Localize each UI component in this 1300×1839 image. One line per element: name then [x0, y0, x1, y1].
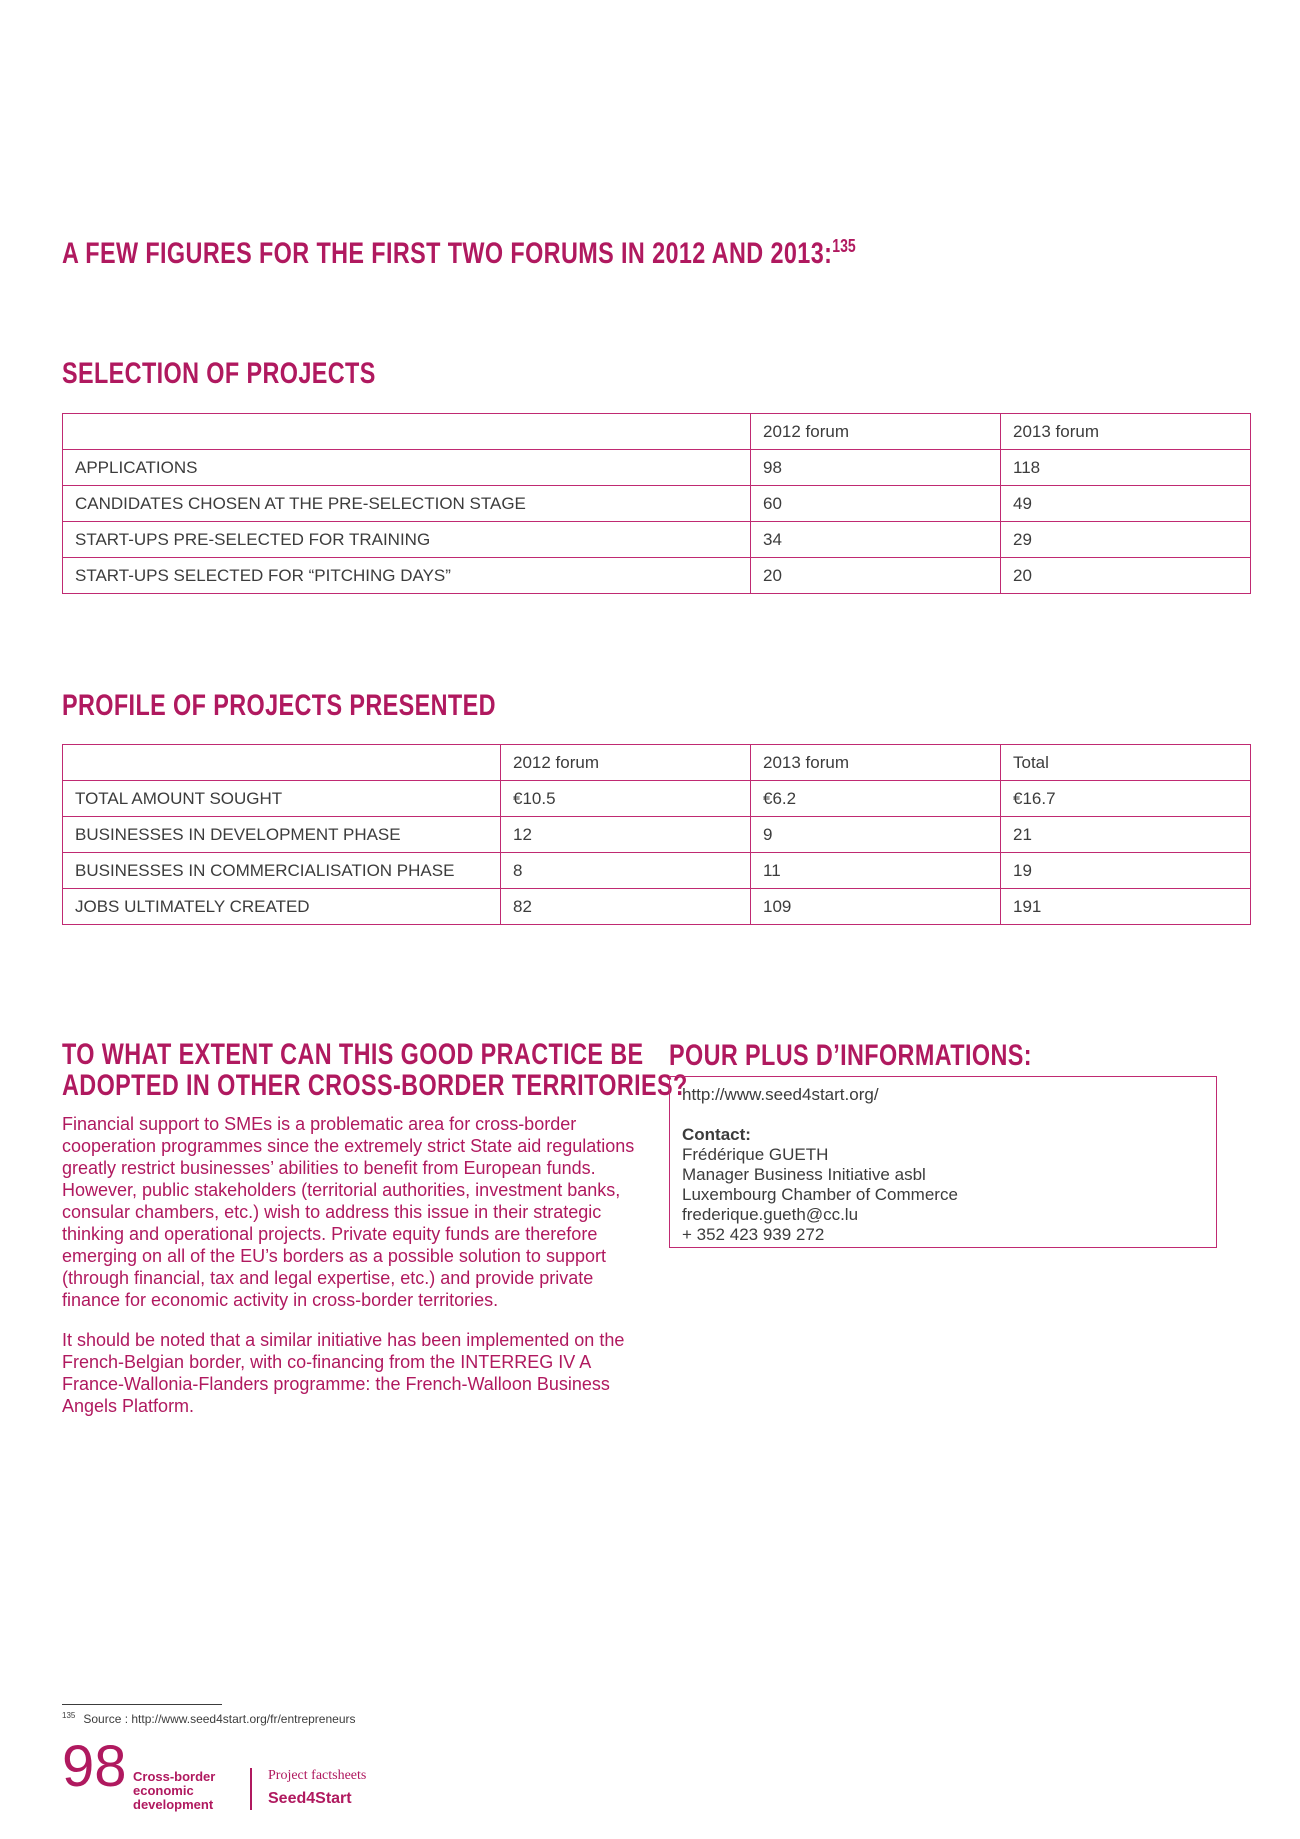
- contact-organisation: Luxembourg Chamber of Commerce: [682, 1185, 958, 1204]
- practice-body: [62, 1113, 642, 1435]
- footnote-text: Source : http://www.seed4start.org/fr/entrepreneurs: [83, 1712, 356, 1726]
- selection-table: [62, 413, 1251, 594]
- table-cell: 82: [501, 889, 751, 925]
- info-heading: POUR PLUS D’INFORMATIONS:: [669, 1039, 1032, 1072]
- table-header-cell: 2012 forum: [501, 745, 751, 781]
- table-cell: BUSINESSES IN COMMERCIALISATION PHASE: [63, 853, 501, 889]
- table-header-cell: 2012 forum: [751, 414, 1001, 450]
- footnote-ref[interactable]: 135: [832, 236, 856, 256]
- table-cell: 11: [751, 853, 1001, 889]
- table-header-cell: 2013 forum: [1001, 414, 1251, 450]
- table-row: [63, 853, 1251, 889]
- table-cell: 60: [751, 486, 1001, 522]
- contact-name: Frédérique GUETH: [682, 1145, 829, 1164]
- footnote-divider: [62, 1704, 222, 1705]
- table-cell: €6.2: [751, 781, 1001, 817]
- contact-email[interactable]: frederique.gueth@cc.lu: [682, 1205, 859, 1224]
- table-cell: START-UPS SELECTED FOR “PITCHING DAYS”: [63, 558, 751, 594]
- table-cell: 118: [1001, 450, 1251, 486]
- contact-label: Contact:: [682, 1125, 751, 1144]
- section-name-line: economic: [133, 1783, 194, 1798]
- table-row: [63, 522, 1251, 558]
- table-cell: 9: [751, 817, 1001, 853]
- website-link[interactable]: http://www.seed4start.org/: [682, 1085, 879, 1104]
- table-cell: TOTAL AMOUNT SOUGHT: [63, 781, 501, 817]
- footnote: [62, 1711, 356, 1726]
- table-cell: 109: [751, 889, 1001, 925]
- table-cell: 21: [1001, 817, 1251, 853]
- table-header-cell: Total: [1001, 745, 1251, 781]
- table-cell: 49: [1001, 486, 1251, 522]
- table-cell: 29: [1001, 522, 1251, 558]
- table-row: [63, 817, 1251, 853]
- table-cell: 98: [751, 450, 1001, 486]
- table-row: [63, 486, 1251, 522]
- table-header-row: [63, 414, 1251, 450]
- table-row: [63, 558, 1251, 594]
- main-heading-text: A FEW FIGURES FOR THE FIRST TWO FORUMS IN 2012 AND 2013:: [62, 237, 833, 270]
- table-row: [63, 450, 1251, 486]
- table-cell: BUSINESSES IN DEVELOPMENT PHASE: [63, 817, 501, 853]
- table-header-cell: [63, 745, 501, 781]
- practice-heading-line: ADOPTED IN OTHER CROSS-BORDER TERRITORIES?: [62, 1069, 688, 1102]
- table-cell: 20: [1001, 558, 1251, 594]
- table-cell: 19: [1001, 853, 1251, 889]
- profile-table: [62, 744, 1251, 925]
- table-header-cell: 2013 forum: [751, 745, 1001, 781]
- contact-box: [669, 1076, 1217, 1248]
- page-number: 98: [62, 1734, 127, 1799]
- table-cell: JOBS ULTIMATELY CREATED: [63, 889, 501, 925]
- table-cell: €16.7: [1001, 781, 1251, 817]
- table-cell: START-UPS PRE-SELECTED FOR TRAINING: [63, 522, 751, 558]
- selection-heading: SELECTION OF PROJECTS: [62, 357, 376, 390]
- table-cell: 8: [501, 853, 751, 889]
- table-cell: CANDIDATES CHOSEN AT THE PRE-SELECTION STAGE: [63, 486, 751, 522]
- table-row: [63, 781, 1251, 817]
- table-cell: 34: [751, 522, 1001, 558]
- profile-heading: PROFILE OF PROJECTS PRESENTED: [62, 689, 496, 722]
- factsheet-name: Seed4Start: [268, 1790, 352, 1807]
- table-header-row: [63, 745, 1251, 781]
- table-header-cell: [63, 414, 751, 450]
- table-cell: 12: [501, 817, 751, 853]
- section-name-line: development: [133, 1797, 214, 1812]
- practice-paragraph: Financial support to SMEs is a problematic area for cross-border cooperation programmes since the extremely strict State aid regulations greatly restrict businesses’ abilities to benefit from European funds. However, public stakeholders (territorial authorities, investment banks, consular chambers, etc.) wish to address this issue in their strategic thinking and operational projects. Private equity funds are therefore emerging on all of the EU’s borders as a possible solution to support (through financial, tax and legal expertise, etc.) and provide private finance for economic activity in cross-border territories.: [62, 1114, 635, 1310]
- table-cell: 191: [1001, 889, 1251, 925]
- practice-heading-line: TO WHAT EXTENT CAN THIS GOOD PRACTICE BE: [62, 1038, 644, 1071]
- table-row: [63, 889, 1251, 925]
- section-name-line: Cross-border: [133, 1769, 216, 1784]
- practice-heading: [62, 1039, 688, 1101]
- footer-divider: [250, 1768, 252, 1810]
- practice-paragraph: It should be noted that a similar initiative has been implemented on the French-Belgian border, with co-financing from the INTERREG IV A France-Wallonia-Flanders programme: the French-Walloon Business Angels Platform.: [62, 1330, 625, 1416]
- table-cell: €10.5: [501, 781, 751, 817]
- contact-role: Manager Business Initiative asbl: [682, 1165, 926, 1184]
- main-heading: [62, 236, 856, 271]
- section-name: [133, 1770, 243, 1812]
- table-cell: APPLICATIONS: [63, 450, 751, 486]
- contact-phone: + 352 423 939 272: [682, 1225, 825, 1244]
- footnote-number: 135: [62, 1711, 76, 1720]
- factsheet-label: Project factsheets: [268, 1768, 367, 1783]
- table-cell: 20: [751, 558, 1001, 594]
